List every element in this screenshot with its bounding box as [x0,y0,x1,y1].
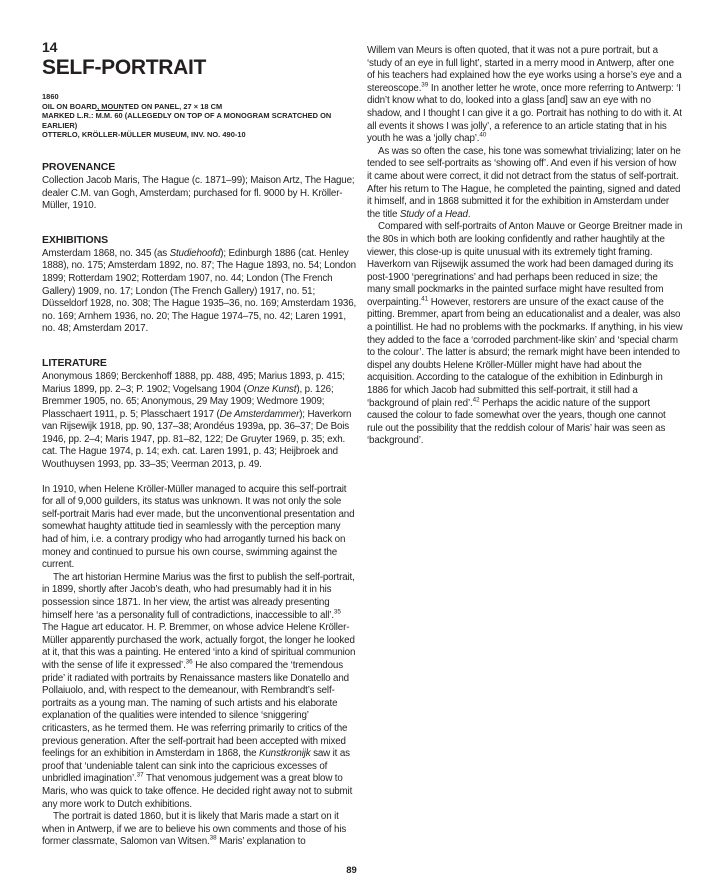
essay-paragraph: The portrait is dated 1860, but it is likely that Maris made a start on it when in Antwerp, if we are to believe his own comments and those of his former classmate, Salomon van Witsen.$^{38}$ Maris’ explanation to [42,811,347,848]
reference-section [42,161,358,213]
right-column [367,40,683,849]
reference-section [42,357,358,472]
artwork-detail-line: OIL ON BOARD, MOUNTED ON PANEL, 27 × 18 CM [42,101,223,111]
reference-section [42,234,358,336]
artwork-detail-line: 1860 [42,92,59,101]
section-heading: PROVENANCE [42,160,116,173]
section-heading: EXHIBITIONS [42,233,108,246]
artwork-detail-line: MARKED L.R.: M.M. 60 (ALLEGEDLY ON TOP OF A MONOGRAM SCRATCHED ON EARLIER) [42,111,332,130]
essay-paragraph: In 1910, when Helene Kröller-Müller managed to acquire this self-portrait for all of 9,000 guilders, its status was unknown. It was not only the sole self-portrait Maris had ever made, but the unconventional presentation and somewhat haughty attitude tied in seamlessly with the perception many had of him, i.e. a contrary prodigy who had arrogantly turned his back on money and continued to pursue his own course, swimming against the current. [42,483,355,571]
left-column [42,40,358,849]
section-body: Amsterdam 1868, no. 345 (as Studiehoofd); Edinburgh 1886 (cat. Henley 1888), no. 175; Amsterdam 1892, no. 87; The Hague 1893, no. 54; London 1899; Rotterdam 1902; Rotterdam 1907, no. 44; London (The French Gallery) 1909, no. 17; London (The French Gallery) 1917, no. 51; Düsseldorf 1928, no. 308; The Hague 1935–36, no. 169; Amsterdam 1936, no. 169; Arnhem 1936, no. 20; The Hague 1974–75, no. 42; Laren 1991, no. 48; Amsterdam 2017. [42,247,357,335]
essay-paragraph: Willem van Meurs is often quoted, that it was not a pure portrait, but a ‘study of an eye in full light’, started in a merry mood in Antwerp, after one of his teachers had explained how the eye works using a horse’s eye and a stereoscope.$^{39}$ In another letter he wrote, once more referring to Antwerp: ‘I didn’t know what to do, looked into a glass [and] saw an eye with no shadow, and I thought I can give it a go. Portrait has nothing to do with it. At all events it shows I was jolly’, a reference to an article stating that in his youth he was a ‘jolly chap’.$^{40}$ [367,45,682,145]
essay-right-column [367,45,683,448]
essay-paragraph: As was so often the case, his tone was somewhat trivializing; later on he tended to see self-portraits as ‘showing off’. And even if his version of how it came about were correct, it did not detract from the status of self-portrait. After his return to The Hague, he completed the painting, signed and dated it himself, and in 1868 submitted it for the exhibition in Amsterdam under the title Study of a Head. [367,145,681,220]
section-heading: LITERATURE [42,356,107,369]
page-number: 89 [346,865,357,876]
essay-left-column [42,484,358,849]
essay-paragraph: Compared with self-portraits of Anton Mauve or George Breitner made in the 80s in which both are looking confidently and rather haughtily at the viewer, this close-up is quite unusual with its extremely tight framing. Haverkorn van Rijsewijk assumed the work had been damaged during its post-1900 ‘peregrinations’ and had perhaps been reduced in size; the many small pockmarks in the painted surface might have resulted from overpainting.$^{41}$ However, restorers are unsure of the exact cause of the pitting. Bremmer, apart from being an educationalist and a dealer, was also a pointillist. He had no problems with the pockmarks. If anything, in his view they added to the face a ‘corroded parchment-like skin’ and ‘special charm to the colour’. The latter is absurd; the remark might have been intended to dispel any doubts Helene Kröller-Müller might have had about the acquisition. According to the catalogue of the exhibition in Edinburgh in 1886 for which Jacob had submitted this self-portrait, it still had a ‘background of plain red’.$^{42}$ Perhaps the acidic nature of the support caused the colour to fade somewhat over the years, though one cannot rule out the possibility that the reddish colour of Maris’ hair was seen as ‘background’. [367,221,683,447]
section-body: Anonymous 1869; Berckenhoff 1888, pp. 488, 495; Marius 1893, p. 415; Marius 1899, pp. 2–3; P. 1902; Vogelsang 1904 (Onze Kunst), p. 126; Bremmer 1905, no. 65; Anonymous, 29 May 1909; Wedmore 1909; Plasschaert 1911, p. 5; Plasschaert 1917 (De Amsterdammer); Haverkorn van Rijsewijk 1918, pp. 90, 137–38; Arondéus 1939a, pp. 36–37; De Bois 1946, pp. 2–4; Maris 1947, pp. 81–82, 122; De Gruyter 1969, p. 35; exh. cat. The Hague 1974, p. 14; exh. cat. Laren 1991, p. 43; Heijbroek and Wouthuysen 1993, pp. 33–35; Veerman 2013, p. 49. [42,370,352,471]
reference-sections [42,161,358,472]
section-body: Collection Jacob Maris, The Hague (c. 1871–99); Maison Artz, The Hague; dealer C.M. van Gogh, Amsterdam; purchased for fl. 9000 by H. Kröller-Müller, 1910. [42,174,355,212]
catalogue-number: 14 [42,39,58,55]
artwork-detail-line: OTTERLO, KRÖLLER-MÜLLER MUSEUM, INV. NO. 490-10 [42,130,246,140]
essay-paragraph: The art historian Hermine Marius was the first to publish the self-portrait, in 1899, shortly after Jacob’s death, who had presumably had it in his possession since 1871. In her view, the artist was already presenting himself here ‘as a personality full of contradictions, inaccessible to all’.$^{35}$ The Hague art educator. H. P. Bremmer, on whose advice Helene Kröller-Müller apparently purchased the work, actually forgot, the longer he looked at it, that this was a painting. He entered ‘into a kind of spiritual communion with the sense of life it expressed’.$^{36}$ He also compared the ‘tremendous pride’ it radiated with portraits by Renaissance masters like Donatello and Pollaiuolo, and, with respect to the demeanour, with Rembrandt’s self-portraits as a young man. The naming of such artists and his elaborate explanation of the qualities were intended to silence ‘sniggering’ criticasters, as he termed them. He was referring primarily to critics of the previous generation. After the self-portrait had been accepted with mixed feelings for an exhibition in Amsterdam in 1868, the Kunstkronijk saw it as proof that ‘undeniable talent can sink into the capricious excesses of unbridled imagination’.$^{37}$ That venomous judgement was a great blow to Maris, who was quick to take offence. He decided right away not to submit any more work to Dutch exhibitions. [42,571,356,810]
page-title: SELF-PORTRAIT [42,56,207,79]
artwork-tombstone [42,92,358,140]
